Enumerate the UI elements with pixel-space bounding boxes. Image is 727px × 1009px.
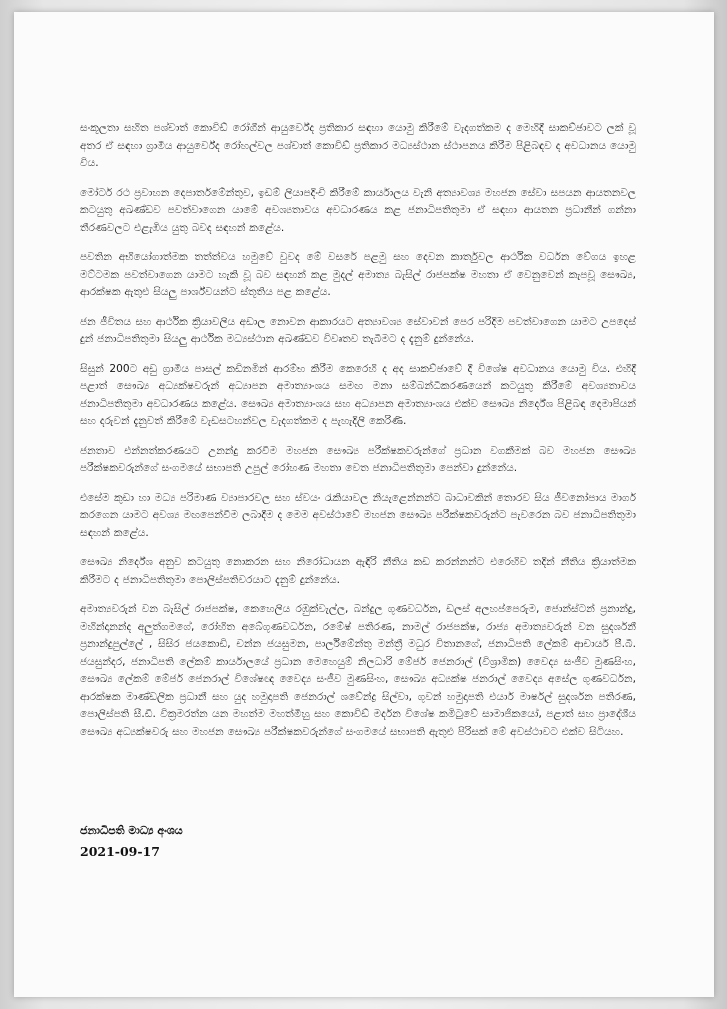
paragraph: පවතින අභියෝගාත්මක තත්ත්වය හමුවේ වුවද මේ වසරේ පළමු සහ දෙවන කාර්තුවල ආර්ථික වර්ධන වේගය ඉහළ මට්ටමක පවත්වාගෙන යාමට හැකි වූ බව සඳහන් කළ මුදල් අමාත්‍ය බැසිල් රාජපක්ෂ මහතා ඒ වෙනුවෙන් කැපවූ සෞඛ්‍ය, ආරක්ෂක ඇතුළු සියලු පාර්ශ්වයන්ට ස්තූතිය පළ කළේය. xyxy=(80,251,636,298)
signature-block xyxy=(80,822,183,862)
issue-date: 2021-09-17 xyxy=(80,844,160,859)
document-body xyxy=(80,120,636,753)
paragraph: මෝටර් රථ ප්‍රවාහන දෙපාර්තමේන්තුව, ඉඩම් ලියාපදිංචි කිරීමේ කාර්යාලය වැනි අත්‍යාවශ්‍ය මහජන සේවා සපයන ආයතනවල කටයුතු අඛණ්ඩව පවත්වාගෙන යාමේ අවශ්‍යතාවය අවධාරණය කළ ජනාධිපතිතුමා ඒ සඳහා ආයතන ප්‍රධානීන් ගන්නා තීරණවලට එළැඹිය යුතු බවද සඳහන් කළේය. xyxy=(80,186,636,234)
paragraph: එසේම කුඩා හා මධ්‍ය පරිමාණ ව්‍යාපාරවල සහ ස්වයං රැකියාවල නියැළෙන්නන්ට බාධාවකින් තොරව සිය ජීවනෝපාය මාර්ග කරගෙන යාමට අවශ්‍ය මඟපෙන්වීම ලබාදීම ද මෙම අවස්ථාවේ මහජන සෞඛ්‍ය පරීක්ෂකවරුන්ට පැවරෙන බව ජනාධිපතිතුමා සඳහන් කළේය. xyxy=(80,491,636,539)
paragraph: සංකූලතා සහිත පශ්චාත් කොවිඩ් රෝගීන් ආයුර්වේද ප්‍රතිකාර සඳහා යොමු කිරීමේ වැදගත්කම ද මෙහිදී සාකච්ඡාවට ලක් වූ අතර ඒ සඳහා ග්‍රාමීය ආයුර්වේද රෝහල්වල පශ්චාත් කොවිඩ් ප්‍රතිකාර මධ්‍යස්ථාන ස්ථාපනය කිරීම පිළිබඳව ද අවධානය යොමු විය. xyxy=(80,122,636,169)
paragraph: ජන ජීවිතය සහ ආර්ථික ක්‍රියාවලිය අඩාල නොවන ආකාරයට අත්‍යාවශ්‍ය සේවාවන් පෙර පරිදිම පවත්වාගෙන යාමට උපදෙස් දුන් ජනාධිපතිතුමා සියලු ආර්ථික මධ්‍යස්ථාන අඛණ්ඩව විවෘතව තැබීමට ද දැනුම් දුන්නේය. xyxy=(80,315,636,345)
paragraph: ජනතාව එන්නත්කරණයට උනන්දු කරවීම මහජන සෞඛ්‍ය පරීක්ෂකවරුන්ගේ ප්‍රධාන වගකීමක් බව මහජන සෞඛ්‍ය පරීක්ෂකවරුන්ගේ සංගමයේ සභාපති උපුල් රෝහණ මහතා වෙත ජනාධිපතිතුමා පෙන්වා දුන්නේය. xyxy=(80,444,636,474)
paragraph: සෞඛ්‍ය නිර්දේශ අනුව කටයුතු නොකරන සහ නිරෝධායන ඇඳිරි නීතිය කඩ කරන්නන්ට එරෙහිව තදින් නීතිය ක්‍රියාත්මක කිරීමට ද ජනාධිපතිතුමා පොලිස්පතිවරයාට දැනුම් දුන්නේය. xyxy=(80,556,636,586)
issuer-name: ජනාධිපති මාධ්‍ය අංශය xyxy=(80,824,183,837)
paragraph: අමාත්‍යවරුන් වන බැසිල් රාජපක්ෂ, කෙහෙලිය රඹුක්වැල්ල, බන්දුල ගුණවර්ධන, ඩලස් අලහප්පෙරුම, ජොන්ස්ටන් ප්‍රනාන්දු, මහින්දානන්ද අලුත්ගමගේ, රෝහිත අබේගුණවර්ධන, රමේෂ් පතිරණ, නාමල් රාජපක්ෂ, රාජ්‍ය අමාත්‍යවරුන් වන සුදර්ශනී ප්‍රනාන්දුපුල්ලේ , සිසිර ජයකොඩි, චන්න ජයසුමන, පාර්ලිමේන්තු මන්ත්‍රී මධුර විතානගේ, ජනාධිපති ලේකම් ආචාර්ය පී.බී. ජයසුන්දර, ජනාධිපති ලේකම් කාර්යාලයේ ප්‍රධාන මෙහෙයුම් නිලධාරි මේජර් ජෙනරාල් (විශ්‍රාමික) වෛද්‍ය සංජීව මුණසිංහ, සෞඛ්‍ය ලේකම් මේජර් ජෙනරාල් විශේෂඥ වෛද්‍ය සංජීව මුණසිංහ, සෞඛ්‍ය අධ්‍යක්ෂ ජනරාල් වෛද්‍ය අසේල ගුණවර්ධන, ආරක්ෂක මාණ්ඩලික ප්‍රධානී සහ යුද හමුදාපති ජෙනරාල් ශවේන්ද්‍ර සිල්වා, ගුවන් හමුදාපති එයාර් මාර්ෂල් සුදර්ශන පතිරණ, පොලිස්පති සී.ඩී. වික්‍රමරත්න යන මහත්ම මහත්මීහු සහ කොවිඩ් මර්දන විශේෂ කමිටුවේ සාමාජිකයෝ, පළාත් සහ ප්‍රාදේශීය සෞඛ්‍ය අධ්‍යක්ෂවරු සහ මහජන සෞඛ්‍ය පරීක්ෂකවරුන්ගේ සංගමයේ සභාපති ඇතුළු පිරිසක් මේ අවස්ථාවට එක්ව සිටියහ. xyxy=(80,603,636,738)
paragraph: සිසුන් 200ට අඩු ග්‍රාමීය පාසල් කඩිනමින් ආරම්භ කිරීම කෙරෙහි ද අද සාකච්ඡාවේ දී විශේෂ අවධානය යොමු විය. එහිදී පළාත් සෞඛ්‍ය අධ්‍යක්ෂවරුන් අධ්‍යාපන අමාත්‍යාංශය සමඟ මනා සම්බන්ධීකරණයෙන් කටයුතු කිරීමේ අවශ්‍යතාවය ජනාධිපතිතුමා අවධාරණය කළේය. සෞඛ්‍ය අමාත්‍යාංශය සහ අධ්‍යාපන අමාත්‍යාංශය එක්ව සෞඛ්‍ය නිර්දේශ පිළිබඳ දෙමාපියන් සහ දරුවන් දැනුවත් කිරීමේ වැඩසටහන්වල වැදගත්කම ද පැහැදිලි කෙරිණි. xyxy=(80,362,636,427)
